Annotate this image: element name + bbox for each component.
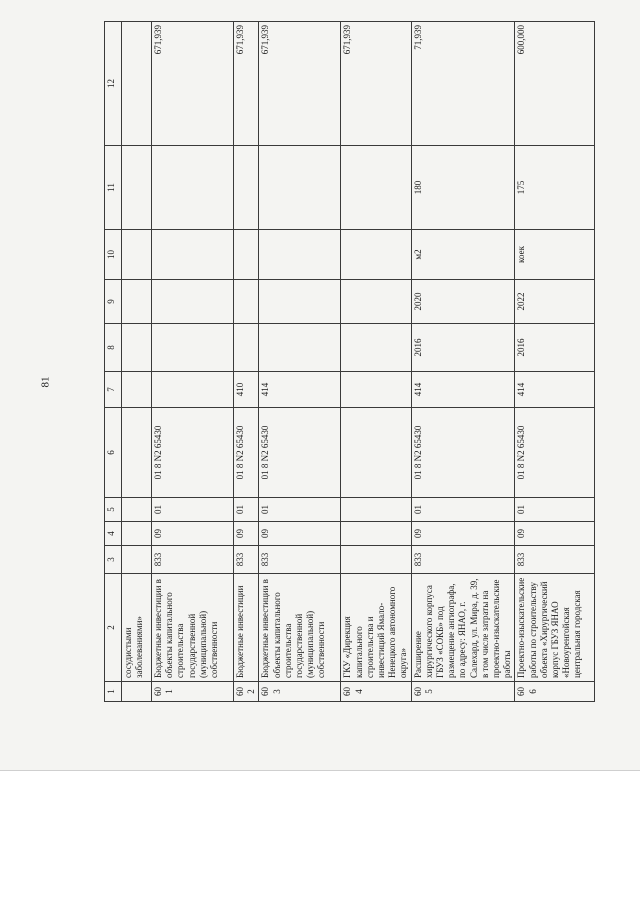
table-cell (341, 372, 411, 408)
table-cell (341, 546, 411, 574)
table-cell: 601 (152, 682, 234, 702)
budget-table (104, 21, 595, 702)
table-row (411, 22, 515, 702)
table-cell: Бюджетные инвестиции (234, 574, 259, 682)
table-cell: Бюджетные инвестиции в объекты капитального строительства государственной (муниципальной) собственности (259, 574, 341, 682)
table-cell: 600,000 (515, 22, 595, 146)
table-cell (341, 522, 411, 546)
table-cell (259, 230, 341, 280)
table-cell (341, 408, 411, 498)
table-cell: 01 8 N2 65430 (152, 408, 234, 498)
header-cell: 9 (105, 280, 122, 324)
table-cell: 01 8 N2 65430 (234, 408, 259, 498)
table-cell (122, 682, 152, 702)
table-cell: 606 (515, 682, 595, 702)
table-cell (259, 324, 341, 372)
table-cell: м2 (411, 230, 515, 280)
table-cell (122, 408, 152, 498)
table-cell: 01 8 N2 65430 (515, 408, 595, 498)
table-cell: 604 (341, 682, 411, 702)
header-cell: 1 (105, 682, 122, 702)
table-cell: 671,939 (152, 22, 234, 146)
table-cell: 09 (259, 522, 341, 546)
table-cell: Проектно-изыскательские работы по строительству объекта «Хирургический корпус ГБУЗ ЯНАО «Новоуренгойская центральная городская (515, 574, 595, 682)
table-cell: 09 (411, 522, 515, 546)
table-cell: 2016 (515, 324, 595, 372)
table-cell: 175 (515, 146, 595, 230)
table-cell (122, 324, 152, 372)
table-cell (122, 280, 152, 324)
table-cell (234, 324, 259, 372)
table-cell: 671,939 (341, 22, 411, 146)
table-cell (234, 146, 259, 230)
table-cell: 671,939 (234, 22, 259, 146)
page-number: 81 (39, 376, 52, 388)
header-row (105, 22, 122, 702)
table-cell: 09 (515, 522, 595, 546)
table-cell (122, 522, 152, 546)
table-cell: сосудистыми заболеваниями» (122, 574, 152, 682)
table-row (122, 22, 152, 702)
table-cell (341, 498, 411, 522)
table-cell: 01 8 N2 65430 (411, 408, 515, 498)
table-cell: ГКУ «Дирекция капитального строительства и инвестиций Ямало-Ненецкого автономного округа» (341, 574, 411, 682)
table-cell: 180 (411, 146, 515, 230)
table-cell (152, 146, 234, 230)
table-cell (152, 230, 234, 280)
table-cell: 09 (152, 522, 234, 546)
table-cell: Расширение хирургического корпуса ГБУЗ «СОКБ» под размещение ангиографа, по адресу: ЯНАО, г. Салехард, ул. Мира, д. 39, в том числе затраты на проектно-изыскательские работы (411, 574, 515, 682)
table-cell: 01 8 N2 65430 (259, 408, 341, 498)
table-cell: 602 (234, 682, 259, 702)
table-cell (341, 146, 411, 230)
table-cell (152, 324, 234, 372)
header-cell: 11 (105, 146, 122, 230)
table-cell: 01 (411, 498, 515, 522)
header-cell: 8 (105, 324, 122, 372)
table-cell: 2022 (515, 280, 595, 324)
table-cell: 833 (152, 546, 234, 574)
table-row (234, 22, 259, 702)
table-cell (122, 546, 152, 574)
table-cell: 833 (234, 546, 259, 574)
table-cell (122, 230, 152, 280)
table-cell (259, 146, 341, 230)
table-cell: Бюджетные инвестиции в объекты капитального строительства государственной (муниципальной) собственности (152, 574, 234, 682)
table-cell (341, 324, 411, 372)
table-cell (341, 230, 411, 280)
table-cell: 833 (411, 546, 515, 574)
header-cell: 12 (105, 22, 122, 146)
table-cell (234, 230, 259, 280)
table-cell: 01 (234, 498, 259, 522)
table-row (515, 22, 595, 702)
header-cell: 6 (105, 408, 122, 498)
table-cell (234, 280, 259, 324)
header-cell: 2 (105, 574, 122, 682)
table-cell: 01 (259, 498, 341, 522)
table-cell (152, 280, 234, 324)
table-cell: 603 (259, 682, 341, 702)
table-row (152, 22, 234, 702)
table-cell (122, 498, 152, 522)
table-cell: 2020 (411, 280, 515, 324)
table-cell: 01 (515, 498, 595, 522)
table-cell: 833 (259, 546, 341, 574)
header-cell: 5 (105, 498, 122, 522)
table-cell: 414 (515, 372, 595, 408)
table-cell (152, 372, 234, 408)
table-cell (122, 372, 152, 408)
table-cell: 09 (234, 522, 259, 546)
table-cell (341, 280, 411, 324)
header-cell: 7 (105, 372, 122, 408)
table-cell (122, 22, 152, 146)
table-cell: 01 (152, 498, 234, 522)
table-cell: 605 (411, 682, 515, 702)
table-cell: 414 (411, 372, 515, 408)
table-cell: 410 (234, 372, 259, 408)
rotated-table-area (104, 22, 604, 702)
table-cell (259, 280, 341, 324)
table-cell: 833 (515, 546, 595, 574)
table-row (259, 22, 341, 702)
table-cell: 671,939 (259, 22, 341, 146)
table-cell: 71,939 (411, 22, 515, 146)
table-cell: 414 (259, 372, 341, 408)
rotated-table (104, 22, 604, 702)
header-cell: 10 (105, 230, 122, 280)
table-cell: коек (515, 230, 595, 280)
header-cell: 3 (105, 546, 122, 574)
table-row (341, 22, 411, 702)
table-cell (122, 146, 152, 230)
table-cell: 2016 (411, 324, 515, 372)
header-cell: 4 (105, 522, 122, 546)
